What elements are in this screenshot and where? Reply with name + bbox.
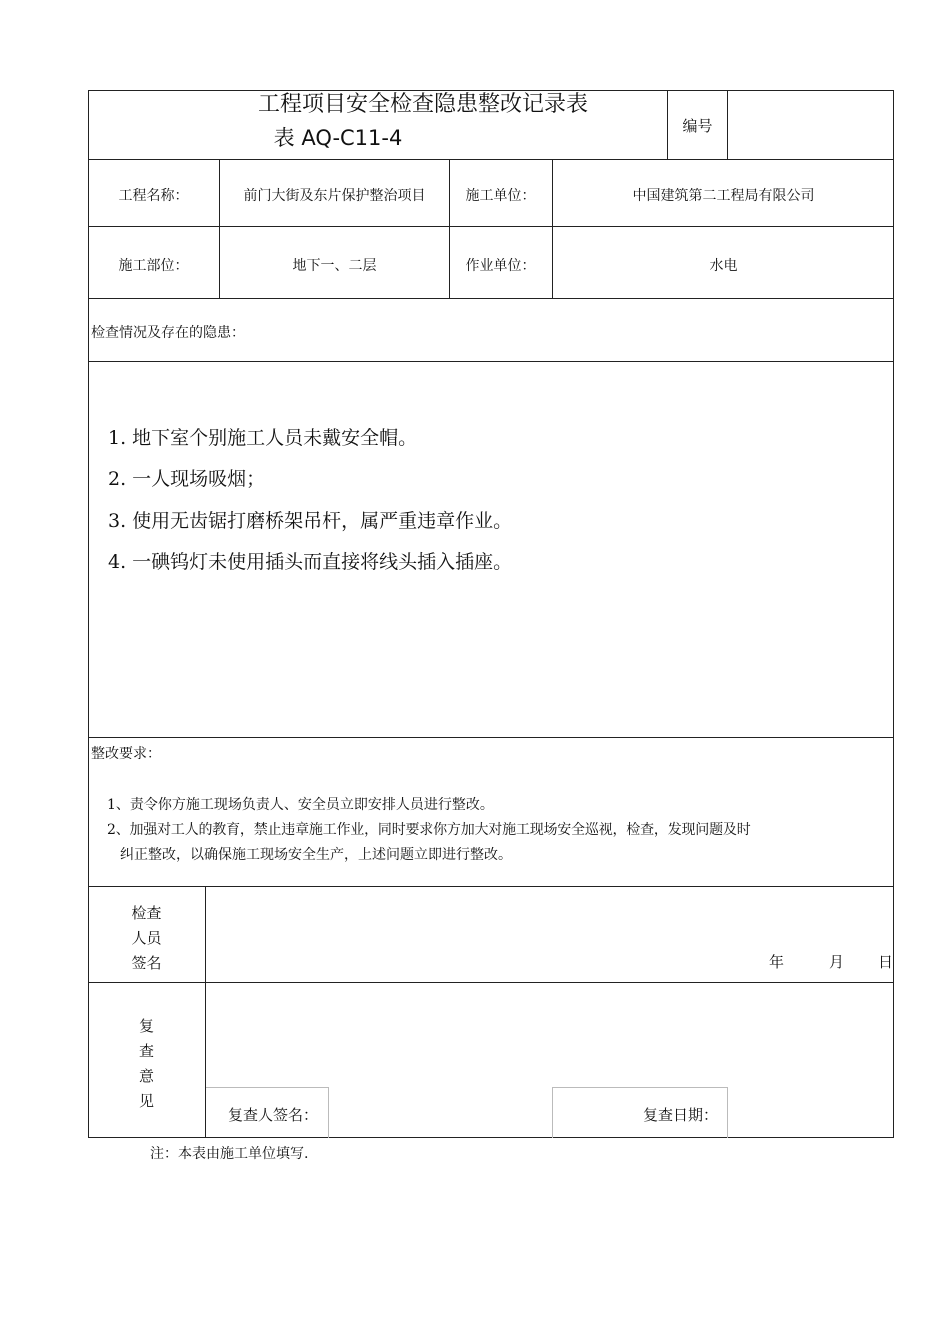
row-divider <box>88 982 894 983</box>
work-unit-label: 作业单位： <box>465 258 536 274</box>
project-name-label: 工程名称： <box>118 188 189 204</box>
rectification-item: 2、加强对工人的教育，禁止违章施工作业，同时要求你方加大对施工现场安全巡视，检查，发现问题及时 <box>107 822 751 838</box>
review-label-line: 见 <box>138 1092 154 1110</box>
review-label-line: 复 <box>138 1017 154 1035</box>
contractor-label: 施工单位： <box>465 188 536 204</box>
col-divider <box>727 90 728 159</box>
number-label: 编号 <box>682 117 713 135</box>
row-divider <box>88 361 894 362</box>
review-label-line: 意 <box>138 1067 154 1085</box>
date-month-label: 月 <box>829 953 845 971</box>
contractor-value: 中国建筑第二工程局有限公司 <box>632 188 815 204</box>
row-divider <box>88 886 894 887</box>
cell-divider <box>552 1087 553 1138</box>
inspector-label-line: 签名 <box>131 954 162 972</box>
row-divider <box>88 737 894 738</box>
cell-divider <box>205 1087 328 1088</box>
inspector-label-line: 检查 <box>131 904 162 922</box>
rectification-item: 1、责令你方施工现场负责人、安全员立即安排人员进行整改。 <box>107 797 494 813</box>
reviewer-signature-label: 复查人签名： <box>228 1106 319 1124</box>
hazard-item: 4. 一碘钨灯未使用插头而直接将线头插入插座。 <box>108 551 513 573</box>
col-divider <box>219 159 220 298</box>
form-code: 表 AQ-C11-4 <box>273 126 403 150</box>
row-divider <box>88 226 894 227</box>
row-divider <box>88 298 894 299</box>
col-divider <box>449 159 450 298</box>
work-unit-value: 水电 <box>709 258 738 274</box>
page-title: 工程项目安全检查隐患整改记录表 <box>257 92 588 117</box>
inspector-label-line: 人员 <box>131 929 162 947</box>
hazard-item: 3. 使用无齿锯打磨桥架吊杆，属严重违章作业。 <box>108 510 513 532</box>
cell-divider <box>328 1087 329 1138</box>
hazard-item: 1. 地下室个别施工人员未戴安全帽。 <box>108 427 418 449</box>
col-divider <box>552 159 553 298</box>
project-name-value: 前门大街及东片保护整治项目 <box>243 188 426 204</box>
location-value: 地下一、二层 <box>292 258 377 274</box>
date-day-label: 日 <box>878 953 894 971</box>
location-label: 施工部位： <box>118 258 189 274</box>
col-divider <box>205 886 206 1138</box>
row-divider <box>88 159 894 160</box>
footnote: 注：本表由施工单位填写. <box>150 1146 309 1162</box>
cell-divider <box>552 1087 727 1088</box>
review-date-label: 复查日期： <box>643 1106 719 1124</box>
cell-divider <box>727 1087 728 1138</box>
form-table <box>88 90 894 1138</box>
rectification-item: 纠正整改，以确保施工现场安全生产，上述问题立即进行整改。 <box>120 847 512 863</box>
date-year-label: 年 <box>769 953 785 971</box>
hazard-item: 2. 一人现场吸烟； <box>108 468 266 490</box>
rectification-heading: 整改要求： <box>91 746 161 762</box>
hazards-heading: 检查情况及存在的隐患： <box>91 325 245 341</box>
review-label-line: 查 <box>138 1042 154 1060</box>
